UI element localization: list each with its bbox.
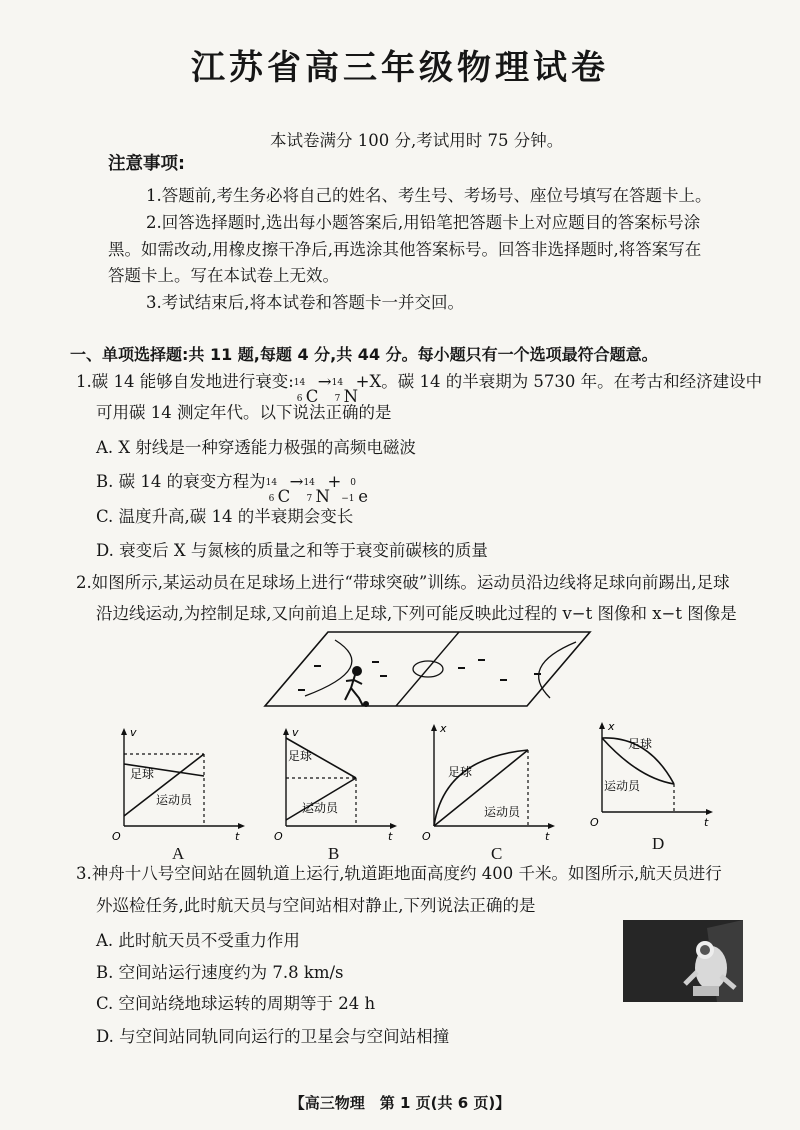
graph-c xyxy=(420,718,560,842)
curve-label-player: 运动员 xyxy=(484,805,521,819)
graph-b xyxy=(272,722,402,842)
axis-label-t: t xyxy=(388,830,393,842)
origin-label: O xyxy=(422,830,431,842)
section-heading: 一、单项选择题:共 11 题,每题 4 分,共 44 分。每小题只有一个选项最符合题意。 xyxy=(70,345,658,364)
football-field-diagram xyxy=(260,628,600,713)
graph-d-label: D xyxy=(652,834,665,853)
axis-label-t: t xyxy=(704,816,709,828)
left-penalty-arc xyxy=(305,640,352,696)
notice-line: 2.回答选择题时,选出每小题答案后,用铅笔把答题卡上对应题目的答案标号涂 xyxy=(146,213,701,232)
notice-line: 答题卡上。写在本试卷上无效。 xyxy=(108,266,339,285)
q3-stem-line1: 3.神舟十八号空间站在圆轨道上运行,轨道距地面高度约 400 千米。如图所示,航天员进行 xyxy=(76,864,722,883)
q1-option-a: A. X 射线是一种穿透能力极强的高频电磁波 xyxy=(96,438,416,457)
axis-label-x: x xyxy=(440,722,447,735)
q1-stem-pre: 1.碳 14 能够自发地进行衰变: xyxy=(76,372,294,391)
graph-a-label: A xyxy=(172,844,185,863)
q3-option-d: D. 与空间站同轨同向运行的卫星会与空间站相撞 xyxy=(96,1027,450,1046)
notice-line: 1.答题前,考生务必将自己的姓名、考生号、考场号、座位号填写在答题卡上。 xyxy=(146,186,712,205)
q2-stem-line1: 2.如图所示,某运动员在足球场上进行“带球突破”训练。运动员沿边线将足球向前踢出,足球 xyxy=(76,573,730,592)
axis-label-t: t xyxy=(545,830,550,842)
page-footer: 【高三物理 第 1 页(共 6 页)】 xyxy=(289,1094,511,1112)
q1-option-b: B. 碳 14 的衰变方程为 14 6 C → 14 7 N + 0 −1 e xyxy=(96,472,369,506)
curve-label-player: 运动员 xyxy=(604,779,641,793)
axis-label-x: x xyxy=(608,720,615,733)
q3-option-b: B. 空间站运行速度约为 7.8 km/s xyxy=(96,963,344,982)
notice-line: 黑。如需改动,用橡皮擦干净后,再选涂其他答案标号。回答非选择题时,将答案写在 xyxy=(108,240,702,259)
graph-c-label: C xyxy=(491,844,503,863)
graph-d xyxy=(588,716,718,828)
origin-label: O xyxy=(590,816,599,828)
notice-line: 3.考试结束后,将本试卷和答题卡一并交回。 xyxy=(146,293,464,312)
notice-heading: 注意事项: xyxy=(108,154,185,174)
q1-stem-line1: 1.碳 14 能够自发地进行衰变: 14 6 C → 14 7 N +X。碳 14 的半衰期为 5730 年。在考古和经济建设中 xyxy=(76,372,763,406)
q1-stem-post: 碳 14 的半衰期为 5730 年。在考古和经济建设中 xyxy=(397,372,763,391)
q1-option-d: D. 衰变后 X 与氮核的质量之和等于衰变前碳核的质量 xyxy=(96,541,488,560)
plus-x: +X。 xyxy=(355,372,398,391)
curve-label-player: 运动员 xyxy=(156,793,193,807)
ball-icon xyxy=(363,701,369,707)
q3-stem-line2: 外巡检任务,此时航天员与空间站相对静止,下列说法正确的是 xyxy=(96,896,536,915)
exam-subtitle: 本试卷满分 100 分,考试用时 75 分钟。 xyxy=(270,131,564,150)
curve-label-ball: 足球 xyxy=(628,737,653,751)
q2-stem-line2: 沿边线运动,为控制足球,又向前追上足球,下列可能反映此过程的 v−t 图像和 x−t 图像是 xyxy=(96,604,737,623)
curve-label-ball: 足球 xyxy=(448,765,473,779)
curve-label-ball: 足球 xyxy=(130,767,155,781)
halfway-line xyxy=(396,632,459,706)
astronaut-photo xyxy=(623,920,743,1002)
graph-a xyxy=(110,722,250,842)
axis-label-t: t xyxy=(235,830,240,842)
q3-option-c: C. 空间站绕地球运转的周期等于 24 h xyxy=(96,994,376,1013)
curve-label-ball: 足球 xyxy=(288,749,313,763)
arrow-icon: → xyxy=(317,372,332,391)
origin-label: O xyxy=(112,830,121,842)
q1-option-c: C. 温度升高,碳 14 的半衰期会变长 xyxy=(96,507,354,526)
exam-title: 江苏省高三年级物理试卷 xyxy=(191,48,609,88)
axis-label-v: v xyxy=(130,726,137,739)
arrow-icon: → xyxy=(289,472,304,491)
curve-label-player: 运动员 xyxy=(302,801,339,815)
origin-label: O xyxy=(274,830,283,842)
runner-icon xyxy=(345,667,363,706)
q3-option-a: A. 此时航天员不受重力作用 xyxy=(96,931,300,950)
graph-b-label: B xyxy=(328,844,340,863)
axis-label-v: v xyxy=(292,726,299,739)
q1-stem-line2: 可用碳 14 测定年代。以下说法正确的是 xyxy=(96,403,392,422)
